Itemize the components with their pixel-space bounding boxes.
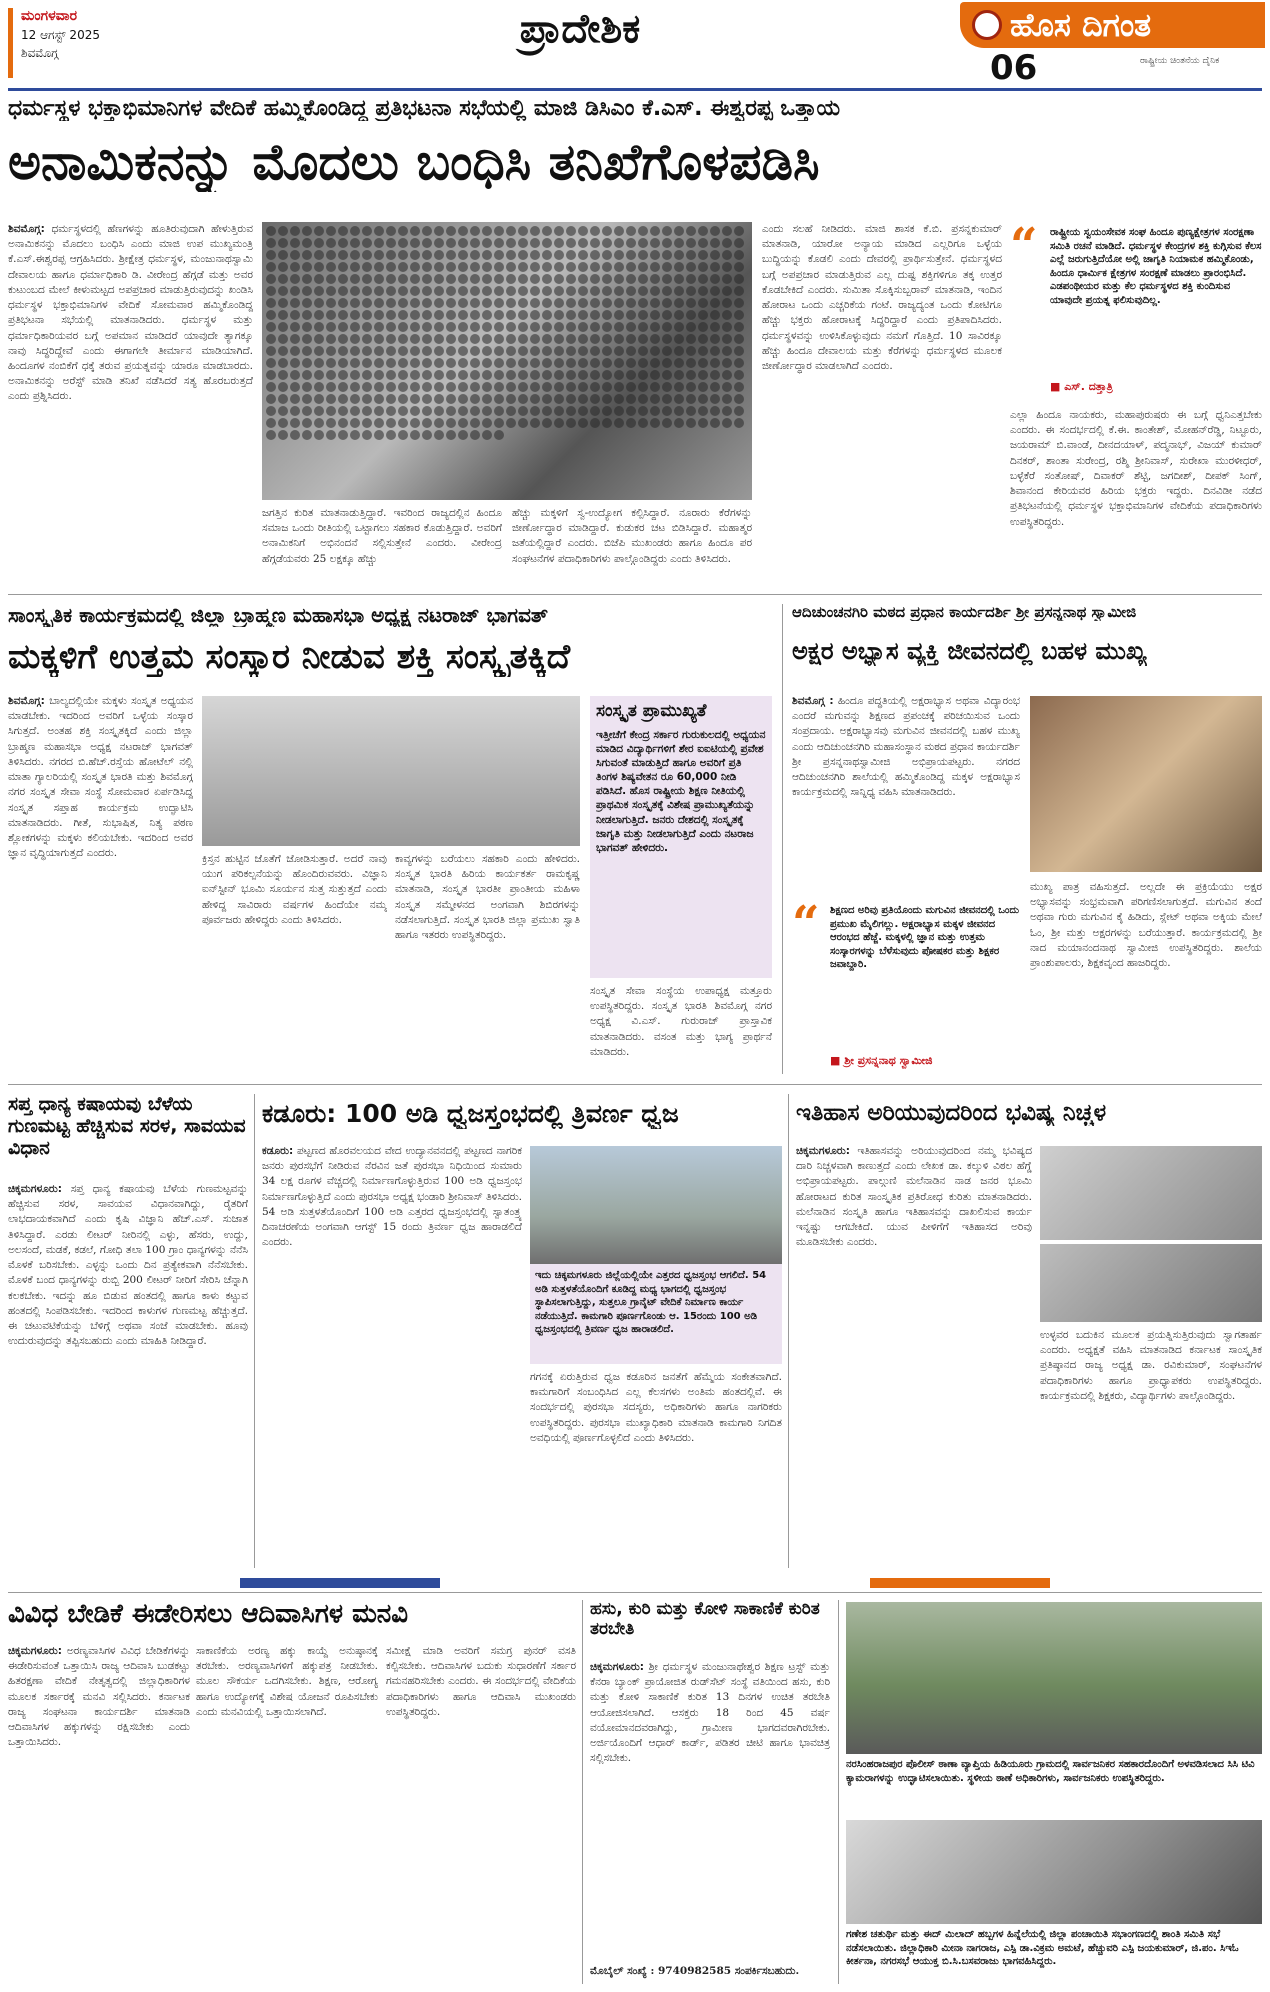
divider [8,1084,1262,1085]
color-band-blue [240,1578,440,1588]
story5-byline: ಕಡೂರು: [262,1145,294,1157]
story10-photo [846,1820,1262,1924]
lead-kicker: ಧರ್ಮಸ್ಥಳ ಭಕ್ತಾಭಿಮಾನಿಗಳ ವೇದಿಕೆ ಹಮ್ಮಿಕೊಂಡಿದ್ದ ಪ್ರತಿಭಟನಾ ಸಭೆಯಲ್ಲಿ ಮಾಜಿ ಡಿಸಿಎಂ ಕೆ.ಎಸ್. ಈಶ್ವರಪ್ಪ ಒತ್ತಾಯ [8,96,841,121]
story8-headline: ಹಸು, ಕುರಿ ಮತ್ತು ಕೋಳಿ ಸಾಕಾಣಿಕೆ ಕುರಿತ ತರಬೇತಿ [590,1600,820,1639]
story5-caption-box [530,1264,782,1364]
day-label: ಮಂಗಳವಾರ [21,8,78,24]
divider [8,1592,1262,1593]
story8-byline: ಚಿಕ್ಕಮಗಳೂರು: [590,1661,644,1673]
story2-col1 [8,694,193,1074]
city-label: ಶಿವಮೊಗ್ಗ [21,46,59,60]
story10-caption: ಗಣೇಶ ಚತುರ್ಥಿ ಮತ್ತು ಈದ್ ಮಿಲಾದ್ ಹಬ್ಬಗಳ ಹಿನ್ನೆಲೆಯಲ್ಲಿ ಜಿಲ್ಲಾ ಪಂಚಾಯಿತಿ ಸಭಾಂಗಣದಲ್ಲಿ ಶಾಂತಿ ಸಮಿತಿ ಸಭೆ ನಡೆಸಲಾಯಿತು. ಜಿಲ್ಲಾಧಿಕಾರಿ ಮೀನಾ ನಾಗರಾಜ, ಎಸ್ಪಿ ಡಾ.ವಿಕ್ರಮ ಅಮಟೆ, ಹೆಚ್ಚುವರಿ ಎಸ್ಪಿ ಜಯಕುಮಾರ್, ಜಿ.ಪಂ. ಸಿಇಓ ಕೀರ್ತನಾ, ನಗರಸಭೆ ಆಯುಕ್ತ ಬಿ.ಸಿ.ಬಸವರಾಜು ಭಾಗವಹಿಸಿದ್ದರು. [846,1929,1239,1967]
lead-text1: ಧರ್ಮಸ್ಥಳದಲ್ಲಿ ಹೆಣಗಳನ್ನು ಹೂತಿರುವುದಾಗಿ ಹೇಳುತ್ತಿರುವ ಅನಾಮಿಕನನ್ನು ಮೊದಲು ಬಂಧಿಸಿ ಎಂದು ಮಾಜಿ ಉಪ ಮುಖ್ಯಮಂತ್ರಿ ಕೆ.ಎಸ್.ಈಶ್ವರಪ್ಪ ಆಗ್ರಹಿಸಿದರು. ಶ್ರೀಕ್ಷೇತ್ರ ಧರ್ಮಸ್ಥಳ, ಮಂಜುನಾಥಸ್ವಾಮಿ ದೇವಾಲಯ ಹಾಗೂ ಧರ್ಮಾಧಿಕಾರಿ ಡಿ. ವೀರೇಂದ್ರ ಹೆಗ್ಗಡೆ ಮತ್ತು ಅವರ ಕುಟುಂಬದ ಮೇಲೆ ಕೀಳುಮಟ್ಟದ ಅಪಪ್ರಚಾರ ಮಾಡುತ್ತಿರುವುದನ್ನು ಖಂಡಿಸಿ ಧರ್ಮಸ್ಥಳ ಭಕ್ತಾಭಿಮಾನಿಗಳ ವೇದಿಕೆ ಸೋಮವಾರ ಹಮ್ಮಿಕೊಂಡಿದ್ದ ಪ್ರತಿಭಟನಾ ಸಭೆಯಲ್ಲಿ ಮಾತನಾಡಿದರು. ಧರ್ಮಸ್ಥಳ ಮತ್ತು ಧರ್ಮಾಧಿಕಾರಿಯವರ ಬಗ್ಗೆ ಅಪಮಾನ ಮಾಡಿದರೆ ಯಾವುದೇ ತ್ಯಾಗಕ್ಕೂ ನಾವು ಸಿದ್ಧರಿದ್ದೇವೆ ಎಂದು ಈಗಾಗಲೇ ತೀರ್ಮಾನ ಮಾಡಿಯಾಗಿದೆ. ಹಿಂದೂಗಳ ನಂಬಿಕೆಗೆ ಧಕ್ಕೆ ತರುವ ಪ್ರಯತ್ನವನ್ನು ಯಾರೂ ಮಾಡಬಾರದು. ಅನಾಮಿಕನನ್ನು ಅರೆಸ್ಟ್ ಮಾಡಿ ತನಿಖೆ ನಡೆಸಿದರೆ ಸತ್ಯ ಹೊರಬರುತ್ತದೆ ಎಂದು ಪ್ರಶ್ನಿಸಿದರು. [8,223,253,403]
story3-col1 [792,694,1020,894]
story5-headline: ಕಡೂರು: 100 ಅಡಿ ಧ್ವಜಸ್ತಂಭದಲ್ಲಿ ತ್ರಿವರ್ಣ ಧ್ವಜ [262,1100,679,1128]
lead-quote: ರಾಷ್ಟ್ರೀಯ ಸ್ವಯಂಸೇವಕ ಸಂಘ ಹಿಂದೂ ಪುಣ್ಯಕ್ಷೇತ್ರಗಳ ಸಂರಕ್ಷಣಾ ಸಮಿತಿ ರಚನೆ ಮಾಡಿದೆ. ಧರ್ಮಸ್ಥಳ ಕೇಂದ್ರಗಳ ಶಕ್ತಿ ಕುಗ್ಗಿಸುವ ಕೆಲಸ ಎಲ್ಲೆ ಜರುಗುತ್ತಿದೆಯೋ ಅಲ್ಲಿ ಜಾಗೃತಿ ನಿಯಾಮಕ ಹಮ್ಮಿಕೊಂಡು, ಹಿಂದೂ ಧಾರ್ಮಿಕ ಕ್ಷೇತ್ರಗಳ ಸಂರಕ್ಷಣೆ ಮಾಡಲು ಪ್ರಾರಂಭಿಸಿದೆ. ಎಡಪಂಥೀಯರ ಮತ್ತು ಕೆಲ ಧರ್ಮಸ್ಥಳದ ಶಕ್ತಿ ಕುಂದಿಸುವ ಯಾವುದೇ ಪ್ರಯತ್ನ ಫಲಿಸುವುದಿಲ್ಲ. [1050,227,1262,306]
story5-caption: ಇದು ಚಿಕ್ಕಮಗಳೂರು ಜಿಲ್ಲೆಯಲ್ಲಿಯೇ ಎತ್ತರದ ಧ್ವಜಸ್ತಂಭ ಆಗಲಿದೆ. 54 ಅಡಿ ಸುತ್ತಳತೆಯೊಂದಿಗೆ ಕೂಡಿದ್ದ ಮಧ್ಯ ಭಾಗದಲ್ಲಿ ಧ್ವಜಸ್ತಂಭ ಸ್ಥಾಪಿಸಲಾಗುತ್ತಿದ್ದು, ಸುತ್ತಲೂ ಗ್ರಾನೈಟ್ ವೇದಿಕೆ ನಿರ್ಮಾಣ ಕಾರ್ಯ ನಡೆಯುತ್ತಿದೆ. ಕಾಮಗಾರಿ ಪೂರ್ಣಗೊಂಡು ಆ. 15ರಂದು 100 ಅಡಿ ಧ್ವಜಸ್ತಂಭದಲ್ಲಿ ತ್ರಿವರ್ಣ ಧ್ವಜ ಹಾರಾಡಲಿದೆ. [535,1270,767,1335]
story6-photo-2 [1040,1244,1262,1322]
story3-quote: ಶಿಕ್ಷಣದ ಅರಿವು ಪ್ರತಿಯೊಂದು ಮಗುವಿನ ಜೀವನದಲ್ಲಿ ಒಂದು ಪ್ರಮುಖ ಮೈಲಿಗಲ್ಲು. ಅಕ್ಷರಾಭ್ಯಾಸ ಮಕ್ಕಳ ಜೀವನದ ಆರಂಭದ ಹೆಜ್ಜೆ. ಮಕ್ಕಳಲ್ಲಿ ಜ್ಞಾನ ಮತ್ತು ಉತ್ತಮ ಸಂಸ್ಕಾರಗಳನ್ನು ಬೆಳೆಸುವುದು ಪೋಷಕರ ಮತ್ತು ಶಿಕ್ಷಕರ ಜವಾಬ್ದಾರಿ. [830,905,1020,970]
lead-byline: ಶಿವಮೊಗ್ಗ: [8,223,45,235]
story9-caption: ನರಸಿಂಹರಾಜಪುರ ಪೊಲೀಸ್ ಠಾಣಾ ವ್ಯಾಪ್ತಿಯ ಹಿಡಿಯೂರು ಗ್ರಾಮದಲ್ಲಿ ಸಾರ್ವಜನಿಕರ ಸಹಕಾರದೊಂದಿಗೆ ಅಳವಡಿಸಲಾದ ಸಿಸಿ ಟಿವಿ ಕ್ಯಾಮರಾಗಳನ್ನು ಉದ್ಘಾಟಿಸಲಾಯಿತು. ಸ್ಥಳೀಯ ಠಾಣೆ ಅಧಿಕಾರಿಗಳು, ಸಾರ್ವಜನಿಕರು ಉಪಸ್ಥಿತರಿದ್ದರು. [846,1759,1255,1784]
section-title: ಪ್ರಾದೇಶಿಕ [519,6,641,52]
story3-kicker: ಆದಿಚುಂಚನಗಿರಿ ಮಠದ ಪ್ರಧಾನ ಕಾರ್ಯದರ್ಶಿ ಶ್ರೀ ಪ್ರಸನ್ನನಾಥ ಸ್ವಾಮೀಜಿ [792,604,1137,621]
story6-col1 [796,1144,1032,1568]
color-band-orange [870,1578,1050,1588]
story4-headline: ಸಪ್ತ ಧಾನ್ಯ ಕಷಾಯವು ಬೆಳೆಯ ಗುಣಮಟ್ಟ ಹೆಚ್ಚಿಸುವ ಸರಳ, ಸಾವಯವ ವಿಧಾನ [8,1094,246,1159]
brand-name: ಹೊಸ ದಿಗಂತ [1010,6,1152,44]
story8-body [590,1660,830,1960]
story2-col3: ಕಾವ್ಯಗಳನ್ನು ಬರೆಯಲು ಸಹಕಾರಿ ಎಂದು ಹೇಳಿದರು. ಸಂಸ್ಕೃತ ಭಾರತಿ ಹಿರಿಯ ಕಾರ್ಯಕರ್ತ ರಾಮಕೃಷ್ಣ ಮಾತನಾಡಿ, ಸಂಸ್ಕೃತ ಭಾರತೀ ಪ್ರಾಂತೀಯ ಮಹಿಳಾ ಸಂಸ್ಕೃತ ಸಮ್ಮೇಳನದ ಅಂಗವಾಗಿ ಶಿಬಿರಗಳನ್ನು ನಡೆಸಲಾಗುತ್ತಿದೆ. ಸಂಸ್ಕೃತ ಭಾರತಿ ಜಿಲ್ಲಾ ಪ್ರಮುಖ ಸ್ವಾತಿ ಹಾಗೂ ಇತರರು ಉಪಸ್ಥಿತರಿದ್ದರು. [395,853,580,942]
story6-photo-1 [1040,1146,1262,1240]
story3-quote-box [792,896,1020,1074]
story4-byline: ಚಿಕ್ಕಮಗಳೂರು: [8,1183,62,1195]
brand-block [960,2,1265,86]
brand-logo-icon [972,10,1002,40]
lead-photo [262,222,752,500]
divider [254,1094,255,1568]
story6-text: ಇತಿಹಾಸವನ್ನು ಅರಿಯುವುದರಿಂದ ನಮ್ಮ ಭವಿಷ್ಯದ ದಾರಿ ನಿಚ್ಚಳವಾಗಿ ಕಾಣುತ್ತದೆ ಎಂದು ಲೇಖಕ ಡಾ. ಕಲ್ಕುಳಿ ವಿಠಲ ಹೆಗ್ಡೆ ಅಭಿಪ್ರಾಯಪಟ್ಟರು. ಪಾಲ್ಗುಣಿ ಮಲೆನಾಡಿನ ನಾಡ ಜನರ ಭೂಮಿ ಹೋರಾಟದ ಕುರಿತ ಸಾಂಸ್ಕೃತಿಕ ಪ್ರತಿರೋಧ ಕುರಿತು ಮಾತನಾಡಿದರು. ಮಲೆನಾಡಿನ ಸಂಸ್ಕೃತಿ ಹಾಗೂ ಇತಿಹಾಸವನ್ನು ದಾಖಲಿಸುವ ಕಾರ್ಯ ಇನ್ನಷ್ಟು ಆಗಬೇಕಿದೆ. ಯುವ ಪೀಳಿಗೆಗೆ ಇತಿಹಾಸದ ಅರಿವು ಮೂಡಿಸಬೇಕು ಎಂದರು. [796,1145,1032,1249]
story2-col4: ಸಂಸ್ಕೃತ ಸೇವಾ ಸಂಸ್ಥೆಯ ಉಪಾಧ್ಯಕ್ಷ ಮತ್ತೂರು ಉಪಸ್ಥಿತರಿದ್ದರು. ಸಂಸ್ಕೃತ ಭಾರತಿ ಶಿವಮೊಗ್ಗ ನಗರ ಅಧ್ಯಕ್ಷ ವಿ.ಎಸ್. ಗುರುರಾಜ್ ಪ್ರಾಸ್ತಾವಿಕ ಮಾತನಾಡಿದರು. ವಸಂತ ಮತ್ತು ಭಾಗ್ಯ ಪ್ರಾರ್ಥನೆ ಮಾಡಿದರು. [590,985,772,1058]
story3-quote-author: ■ ಶ್ರೀ ಪ್ರಸನ್ನನಾಥ ಸ್ವಾಮೀಜಿ [830,1054,933,1067]
story4-text: ಸಪ್ತ ಧಾನ್ಯ ಕಷಾಯವು ಬೆಳೆಯ ಗುಣಮಟ್ಟವನ್ನು ಹೆಚ್ಚಿಸುವ ಸರಳ, ಸಾವಯವ ವಿಧಾನವಾಗಿದ್ದು, ರೈತರಿಗೆ ಲಾಭದಾಯಕವಾಗಿದೆ ಎಂದು ಕೃಷಿ ವಿಜ್ಞಾನಿ ಹೆಚ್.ಎಸ್. ಸುಜಾತ ತಿಳಿಸಿದ್ದಾರೆ. ಎರಡು ಲೀಟರ್ ನೀರಿನಲ್ಲಿ ಎಳ್ಳು, ಹೆಸರು, ಉದ್ದು, ಅಲಸಂದೆ, ಮಡಕೆ, ಕಡಲೆ, ಗೋಧಿ ತಲಾ 100 ಗ್ರಾಂ ಧಾನ್ಯಗಳನ್ನು ನೆನೆಸಿ ಮೊಳಕೆ ಬರಿಸಬೇಕು. ಎಳ್ಳನ್ನು ಒಂದು ದಿನ ಪ್ರತ್ಯೇಕವಾಗಿ ನೆನೆಸಬೇಕು. ಮೊಳಕೆ ಬಂದ ಧಾನ್ಯಗಳನ್ನು ರುಬ್ಬಿ 200 ಲೀಟರ್ ನೀರಿಗೆ ಸೇರಿಸಿ ಚೆನ್ನಾಗಿ ಕಲಕಬೇಕು. ಇದನ್ನು ಹೂ ಬಿಡುವ ಹಂತದಲ್ಲಿ ಹಾಗೂ ಕಾಳು ಕಟ್ಟುವ ಹಂತದಲ್ಲಿ ಸಿಂಪಡಿಸಬೇಕು. ಇದರಿಂದ ಕಾಳುಗಳ ಗುಣಮಟ್ಟ ಹೆಚ್ಚುತ್ತದೆ. ಈ ಚಟುವಟಿಕೆಯನ್ನು ಬೆಳಿಗ್ಗೆ ಅಥವಾ ಸಂಜೆ ಮಾಡಬೇಕು. ಹೂವು ಉದುರುವುದನ್ನು ತಪ್ಪಿಸಬಹುದು ಎಂದು ಮಾಹಿತಿ ನೀಡಿದ್ದಾರೆ. [8,1183,248,1348]
story4-body [8,1182,248,1568]
lead-col1 [8,222,253,584]
masthead-rule [8,88,1262,91]
story3-headline: ಅಕ್ಷರ ಅಭ್ಯಾಸ ವ್ಯಕ್ತಿ ಜೀವನದಲ್ಲಿ ಬಹಳ ಮುಖ್ಯ [792,638,1147,665]
date-block [8,8,158,78]
story6-byline: ಚಿಕ್ಕಮಗಳೂರು: [796,1145,850,1157]
lead-col4: ಎಲ್ಲಾ ಹಿಂದೂ ನಾಯಕರು, ಮಹಾಪುರುಷರು ಈ ಬಗ್ಗೆ ಧ್ವನಿಎತ್ತಬೇಕು ಎಂದರು. ಈ ಸಂದರ್ಭದಲ್ಲಿ ಕೆ.ಈ. ಕಾಂತೇಶ್, ಮೋಹನ್‌ರೆಡ್ಡಿ, ನಿಟ್ಟೂರು, ಜಯರಾಮ್ ಬಿ.ವಾಂಡೆ, ದೀನದಯಾಳ್, ಪದ್ಮನಾಭ್, ವಿಜಯ್ ಕುಮಾರ್ ದಿನಕರ್, ಶಾಂತಾ ಸುರೇಂದ್ರ, ರಶ್ಮಿ ಶ್ರೀನಿವಾಸ್, ಸುರೇಖಾ ಮುರಳೀಧರ್, ಬಳ್ಳೆಕೆರೆ ಸಂತೋಷ್, ದಿವಾಕರ್ ಶೆಟ್ಟಿ, ಜಗದೀಶ್, ದೀಪಕ್ ಸಿಂಗ್, ಶಿವಾನಂದ ಕೇರಿಯವರ ಹಿರಿಯ ಭಕ್ತರು ಇದ್ದರು. ದಿನವಿಡೀ ನಡೆದ ಪ್ರತಿಭಟನೆಯಲ್ಲಿ ಧರ್ಮಸ್ಥಳ ಭಕ್ತಾಭಿಮಾನಿಗಳ ವೇದಿಕೆಯ ಪದಾಧಿಕಾರಿಗಳು ಉಪಸ್ಥಿತರಿದ್ದರು. [1010,409,1262,528]
story5-col1 [262,1144,522,1568]
story2-text1: ಬಾಲ್ಯದಲ್ಲಿಯೇ ಮಕ್ಕಳು ಸಂಸ್ಕೃತ ಅಧ್ಯಯನ ಮಾಡಬೇಕು. ಇದರಿಂದ ಅವರಿಗೆ ಒಳ್ಳೆಯ ಸಂಸ್ಕಾರ ಸಿಗುತ್ತದೆ. ಅಂತಹ ಶಕ್ತಿ ಸಂಸ್ಕೃತಕ್ಕಿದೆ ಎಂದು ಜಿಲ್ಲಾ ಬ್ರಾಹ್ಮಣ ಮಹಾಸಭಾ ಅಧ್ಯಕ್ಷ ನಟರಾಜ್ ಭಾಗವತ್ ತಿಳಿಸಿದರು. ನಗರದ ಬಿ.ಹೆಚ್.ರಸ್ತೆಯ ಹೋಟೆಲ್ ನಲ್ಲಿ ಮಾತಾ ಗ್ಯಾಲರಿಯಲ್ಲಿ ಸಂಸ್ಕೃತ ಭಾರತಿ ಮತ್ತು ಶಿವಮೊಗ್ಗ ನಗರ ಸಂಸ್ಕೃತ ಸೇವಾ ಸಂಸ್ಥೆ ಸೋಮವಾರ ಏರ್ಪಡಿಸಿದ್ದ ಸಂಸ್ಕೃತ ಸಪ್ತಾಹ ಕಾರ್ಯಕ್ರಮ ಉದ್ಘಾಟಿಸಿ ಮಾತನಾಡಿದರು. ಗೀತೆ, ಸುಭಾಷಿತ, ನಿತ್ಯ ಪಠಣ ಶ್ಲೋಕಗಳನ್ನು ಮಕ್ಕಳು ಕಲಿಯಬೇಕು. ಇದರಿಂದ ಅವರ ಜ್ಞಾನ ವೃದ್ಧಿಯಾಗುತ್ತದೆ ಎಂದರು. [8,695,193,860]
story3-photo [1030,696,1262,872]
story9-photo [846,1602,1262,1754]
story2-kicker: ಸಾಂಸ್ಕೃತಿಕ ಕಾರ್ಯಕ್ರಮದಲ್ಲಿ ಜಿಲ್ಲಾ ಬ್ರಾಹ್ಮಣ ಮಹಾಸಭಾ ಅಧ್ಯಕ್ಷ ನಟರಾಜ್ ಭಾಗವತ್ [8,604,548,627]
story2-infobox [590,696,772,978]
date-label: 12 ಆಗಸ್ಟ್ 2025 [21,28,100,42]
story8-text: ಶ್ರೀ ಧರ್ಮಸ್ಥಳ ಮಂಜುನಾಥೇಶ್ವರ ಶಿಕ್ಷಣ ಟ್ರಸ್ಟ್ ಮತ್ತು ಕೆನರಾ ಬ್ಯಾಂಕ್ ಪ್ರಾಯೋಜಿತ ರುಡ್‌ಸೆಟ್ ಸಂಸ್ಥೆ ವತಿಯಿಂದ ಹಸು, ಕುರಿ ಮತ್ತು ಕೋಳಿ ಸಾಕಾಣಿಕೆ ಕುರಿತ 13 ದಿನಗಳ ಉಚಿತ ತರಬೇತಿ ಆಯೋಜಿಸಲಾಗಿದೆ. ಆಸಕ್ತರು 18 ರಿಂದ 45 ವರ್ಷ ವಯೋಮಾನದವರಾಗಿದ್ದು, ಗ್ರಾಮೀಣ ಭಾಗದವರಾಗಿರಬೇಕು. ಅರ್ಜಿಯೊಂದಿಗೆ ಆಧಾರ್ ಕಾರ್ಡ್, ಪಡಿತರ ಚೀಟಿ ಹಾಗೂ ಭಾವಚಿತ್ರ ಸಲ್ಲಿಸಬೇಕು. [590,1661,830,1765]
lead-quote-author: ■ ಎಸ್. ದತ್ತಾತ್ರಿ [1050,380,1113,393]
lead-col3: ಎಂದು ಸಲಹೆ ನೀಡಿದರು. ಮಾಜಿ ಶಾಸಕ ಕೆ.ಬಿ. ಪ್ರಸನ್ನಕುಮಾರ್ ಮಾತನಾಡಿ, ಯಾರೋ ಅನ್ಯಾಯ ಮಾಡಿದ ಎಲ್ಲರಿಗೂ ಒಳ್ಳೆಯ ಬುದ್ಧಿಯನ್ನು ಕೊಡಲಿ ಎಂದು ದೇವರಲ್ಲಿ ಪ್ರಾರ್ಥಿಸುತ್ತೇನೆ. ಧರ್ಮಸ್ಥಳದ ಬಗ್ಗೆ ಅಪಪ್ರಚಾರ ಮಾಡುತ್ತಿರುವ ಎಲ್ಲ ದುಷ್ಟ ಶಕ್ತಿಗಳಿಗೂ ತಕ್ಕ ಉತ್ತರ ಕೊಡಬೇಕಿದೆ ಎಂದರು. ಸುಮಿತಾ ಸೊಕ್ಕಿಸುಬ್ಬರಾವ್ ಮಾತನಾಡಿ, ಇಂದಿನ ಹೋರಾಟ ಒಂದು ಎಚ್ಚರಿಕೆಯ ಗಂಟೆ. ರಾಜ್ಯದ್ಯಂತ ಒಂದು ಕೋಟಿಗೂ ಹೆಚ್ಚು ಭಕ್ತರು ಹೋರಾಟಕ್ಕೆ ಸಿದ್ಧರಿದ್ದಾರೆ ಎಂದು ಪ್ರತಿಪಾದಿಸಿದರು. ಧರ್ಮಸ್ಥಳವನ್ನು ಉಳಿಸಿಕೊಳ್ಳುವುದು ನಮಗೆ ಗೊತ್ತಿದೆ. 10 ಸಾವಿರಕ್ಕೂ ಹೆಚ್ಚು ಹಿಂದೂ ದೇವಾಲಯ ಮತ್ತು ಕೆರೆಗಳನ್ನು ಧರ್ಮಸ್ಥಳದ ಮೂಲಕ ಜೀರ್ಣೋದ್ಧಾರ ಮಾಡಲಾಗಿದೆ ಎಂದರು. [762,223,1002,372]
story2-box-text: ಇತ್ತೀಚೆಗೆ ಕೇಂದ್ರ ಸರ್ಕಾರ ಗುರುಕುಲದಲ್ಲಿ ಅಧ್ಯಯನ ಮಾಡಿದ ವಿದ್ಯಾರ್ಥಿಗಳಿಗೆ ಶೇರ ಐಐಟಿಯಲ್ಲಿ ಪ್ರವೇಶ ಸಿಗುವಂತೆ ಮಾಡುತ್ತಿದೆ ಹಾಗೂ ಅವರಿಗೆ ಪ್ರತಿ ತಿಂಗಳ ಶಿಷ್ಯವೇತನ ರೂ 60,000 ನೀಡಿ ಪಡಿಸಿದೆ. ಹೊಸ ರಾಷ್ಟ್ರೀಯ ಶಿಕ್ಷಣ ನೀತಿಯಲ್ಲಿ ಪ್ರಾಥಮಿಕ ಸಂಸ್ಕೃತಕ್ಕೆ ವಿಶೇಷ ಪ್ರಾಮುಖ್ಯತೆಯನ್ನು ನೀಡಲಾಗುತ್ತಿದೆ. ಜನರು ದೇಶದಲ್ಲಿ ಸಂಸ್ಕೃತಕ್ಕೆ ಜಾಗೃತಿ ಮತ್ತು ನೀಡಲಾಗುತ್ತಿದೆ ಎಂದು ನಟರಾಜ ಭಾಗವತ್ ಹೇಳಿದರು. [596,728,766,854]
page-number: 06 [990,48,1038,88]
story7-text1: ಅರಣ್ಯವಾಸಿಗಳ ವಿವಿಧ ಬೇಡಿಕೆಗಳನ್ನು ಈಡೇರಿಸುವಂತೆ ಒತ್ತಾಯಿಸಿ ರಾಜ್ಯ ಆದಿವಾಸಿ ಬುಡಕಟ್ಟು ಹಿತರಕ್ಷಣಾ ವೇದಿಕೆ ನೇತೃತ್ವದಲ್ಲಿ ಜಿಲ್ಲಾಧಿಕಾರಿಗಳ ಮೂಲಕ ಸರ್ಕಾರಕ್ಕೆ ಮನವಿ ಸಲ್ಲಿಸಿದರು. ಕರ್ನಾಟಕ ರಾಜ್ಯ ಸಂಘಟನಾ ಕಾರ್ಯದರ್ಶಿ ಮಾತನಾಡಿ ಆದಿವಾಸಿಗಳ ಹಕ್ಕುಗಳನ್ನು ರಕ್ಷಿಸಬೇಕು ಎಂದು ಒತ್ತಾಯಿಸಿದರು. [8,1645,190,1749]
divider [788,1094,789,1568]
divider [582,1600,583,1984]
story7-headline: ವಿವಿಧ ಬೇಡಿಕೆ ಈಡೇರಿಸಲು ಆದಿವಾಸಿಗಳ ಮನವಿ [8,1600,409,1629]
story2-box-title: ಸಂಸ್ಕೃತ ಪ್ರಾಮುಖ್ಯತೆ [596,701,707,721]
story6-headline: ಇತಿಹಾಸ ಅರಿಯುವುದರಿಂದ ಭವಿಷ್ಯ ನಿಚ್ಚಳ [796,1100,1107,1126]
story8-contact: ಮೊಬೈಲ್ ಸಂಖ್ಯೆ : 9740982585 ಸಂಪರ್ಕಿಸಬಹುದು. [590,1965,800,1977]
story7-col1 [8,1644,190,1984]
story5-text1: ಪಟ್ಟಣದ ಹೊರವಲಯದ ವೇದ ಉದ್ಯಾನವನದಲ್ಲಿ ಪಟ್ಟಣದ ನಾಗರಿಕ ಜನರು ಪುರಸಭೆಗೆ ನೀಡಿರುವ ನೆರವಿನ ಜತೆ ಪುರಸಭಾ ನಿಧಿಯಿಂದ ಸುಮಾರು 34 ಲಕ್ಷ ರೂಗಳ ವೆಚ್ಚದಲ್ಲಿ ನಿರ್ಮಾಣಗೊಳ್ಳುತ್ತಿರುವ 100 ಅಡಿ ಧ್ವಜಸ್ತಂಭ ನಿರ್ಮಾಣಗೊಳ್ಳುತ್ತಿದೆ ಎಂದು ಪುರಸಭಾ ಅಧ್ಯಕ್ಷ ಭಂಡಾರಿ ಶ್ರೀನಿವಾಸ್ ತಿಳಿಸಿದರು. 54 ಅಡಿ ಸುತ್ತಳತೆಯೊಂದಿಗೆ 100 ಅಡಿ ಎತ್ತರದ ಧ್ವಜಸ್ತಂಭದಲ್ಲಿ ಸ್ವಾತಂತ್ರ್ಯ ದಿನಾಚರಣೆಯ ಅಂಗವಾಗಿ ಆಗಸ್ಟ್ 15 ರಂದು ತ್ರಿವರ್ಣ ಧ್ವಜ ಹಾರಾಡಲಿದೆ ಎಂದರು. [262,1145,522,1249]
story3-text1: ಹಿಂದೂ ಪದ್ಧತಿಯಲ್ಲಿ ಅಕ್ಷರಾಭ್ಯಾಸ ಅಥವಾ ವಿದ್ಯಾರಂಭ ಎಂದರೆ ಮಗುವನ್ನು ಶಿಕ್ಷಣದ ಪ್ರಪಂಚಕ್ಕೆ ಪರಿಚಯಿಸುವ ಒಂದು ಸಂಪ್ರದಾಯ. ಅಕ್ಷರಾಭ್ಯಾಸವು ಮಗುವಿನ ಜೀವನದಲ್ಲಿ ಬಹಳ ಮುಖ್ಯ ಎಂದು ಆದಿಚುಂಚನಗಿರಿ ಮಹಾಸಂಸ್ಥಾನ ಮಠದ ಪ್ರಧಾನ ಕಾರ್ಯದರ್ಶಿ ಶ್ರೀ ಪ್ರಸನ್ನನಾಥಸ್ವಾಮೀಜಿ ಅಭಿಪ್ರಾಯಪಟ್ಟರು. ನಗರದ ಆದಿಚುಂಚನಗಿರಿ ಶಾಲೆಯಲ್ಲಿ ಹಮ್ಮಿಕೊಂಡಿದ್ದ ಮಕ್ಕಳ ಅಕ್ಷರಾಭ್ಯಾಸ ಕಾರ್ಯಕ್ರಮದಲ್ಲಿ ಸಾನ್ನಿಧ್ಯ ವಹಿಸಿ ಮಾತನಾಡಿದರು. [792,695,1020,799]
lead-caption-right: ಹೆಚ್ಚು ಮಕ್ಕಳಿಗೆ ಸ್ವ-ಉದ್ಯೋಗ ಕಲ್ಪಿಸಿದ್ದಾರೆ. ನೂರಾರು ಕೆರೆಗಳನ್ನು ಜೀರ್ಣೋದ್ಧಾರ ಮಾಡಿದ್ದಾರೆ. ಕುಡುಕರ ಚಟ ಬಿಡಿಸಿದ್ದಾರೆ. ಮಹಾತ್ಮರ ಜತೆಯಲ್ಲಿದ್ದಾರೆ ಎಂದರು. ಬಿಜೆಪಿ ಮುಖಂಡರು ಹಾಗೂ ಹಿಂದೂ ಪರ ಸಂಘಟನೆಗಳ ಪದಾಧಿಕಾರಿಗಳು ಪಾಲ್ಗೊಂಡಿದ್ದರು ಎಂದು ತಿಳಿಸಿದರು. [512,507,752,565]
story5-photo [530,1146,782,1264]
story2-byline: ಶಿವಮೊಗ್ಗ: [8,695,45,707]
lead-quote-box [1010,218,1262,402]
story2-headline: ಮಕ್ಕಳಿಗೆ ಉತ್ತಮ ಸಂಸ್ಕಾರ ನೀಡುವ ಶಕ್ತಿ ಸಂಸ್ಕೃತಕ್ಕಿದೆ [8,638,571,677]
crowd-image [262,222,752,444]
story2-col2: ಕ್ರಿಸ್ತನ ಹುಟ್ಟಿನ ಜೊತೆಗೆ ಜೋಡಿಸುತ್ತಾರೆ. ಅದರೆ ನಾವು ಯುಗ ಪರಿಕಲ್ಪನೆಯನ್ನು ಹೊಂದಿರುವವರು. ವಿಜ್ಞಾನಿ ಐನ್‌ಸ್ಟೀನ್ ಭೂಮಿ ಸೂರ್ಯನ ಸುತ್ತ ಸುತ್ತುತ್ತದೆ ಎಂದು ಹೇಳಿದ್ದ ಸಾವಿರಾರು ವರ್ಷಗಳ ಹಿಂದೆಯೇ ನಮ್ಮ ಪೂರ್ವಜರು ಹೇಳಿದ್ದರು ಎಂದು ತಿಳಿಸಿದರು. [202,853,387,926]
divider [8,594,1262,595]
brand-tagline: ರಾಷ್ಟ್ರೀಯ ಚಿಂತನೆಯ ದೈನಿಕ [1140,56,1220,66]
divider [838,1600,839,1984]
story6-col2: ಉಳ್ಳವರ ಬದುಕಿನ ಮೂಲಕ ಪ್ರಯತ್ನಿಸುತ್ತಿರುವುದು ಸ್ವಾಗತಾರ್ಹ ಎಂದರು. ಅಧ್ಯಕ್ಷತೆ ವಹಿಸಿ ಮಾತನಾಡಿದ ಕರ್ನಾಟಕ ಸಾಂಸ್ಕೃತಿಕ ಪ್ರತಿಷ್ಠಾನದ ರಾಜ್ಯ ಅಧ್ಯಕ್ಷ ಡಾ. ರವಿಕುಮಾರ್, ಸಂಘಟನೆಗಳ ಪದಾಧಿಕಾರಿಗಳು ಹಾಗೂ ಪ್ರಾಧ್ಯಾಪಕರು ಉಪಸ್ಥಿತರಿದ್ದರು. ಕಾರ್ಯಕ್ರಮದಲ್ಲಿ ಶಿಕ್ಷಕರು, ವಿದ್ಯಾರ್ಥಿಗಳು ಪಾಲ್ಗೊಂಡಿದ್ದರು. [1040,1329,1262,1402]
story3-col2: ಮುಖ್ಯ ಪಾತ್ರ ವಹಿಸುತ್ತದೆ. ಅಲ್ಲದೇ ಈ ಪ್ರಕ್ರಿಯೆಯು ಅಕ್ಷರ ಅಭ್ಯಾಸವನ್ನು ಸಂಭ್ರಮವಾಗಿ ಪರಿಗಣಿಸಲಾಗುತ್ತದೆ. ಮಗುವಿನ ತಂದೆ ಅಥವಾ ಗುರು ಮಗುವಿನ ಕೈ ಹಿಡಿದು, ಸ್ಲೇಟ್ ಅಥವಾ ಅಕ್ಕಿಯ ಮೇಲೆ ಓಂ, ಶ್ರೀ ಮತ್ತು ಅಕ್ಷರಗಳನ್ನು ಬರೆಯುತ್ತಾರೆ. ಕಾರ್ಯಕ್ರಮದಲ್ಲಿ ಶ್ರೀ ನಾದ ಮಯಾನಂದನಾಥ ಸ್ವಾಮೀಜಿ ಉಪಸ್ಥಿತರಿದ್ದರು. ಶಾಲೆಯ ಪ್ರಾಂಶುಪಾಲರು, ಶಿಕ್ಷಕವೃಂದ ಹಾಜರಿದ್ದರು. [1030,881,1262,970]
lead-caption-left: ಜಗತ್ತಿನ ಕುರಿತ ಮಾತನಾಡುತ್ತಿದ್ದಾರೆ. ಇವರಿಂದ ರಾಜ್ಯದಲ್ಲಿನ ಹಿಂದೂ ಸಮಾಜ ಒಂದು ರೀತಿಯಲ್ಲಿ ಒಟ್ಟಾಗಲು ಸಹಕಾರ ಕೊಡುತ್ತಿದ್ದಾರೆ. ಅವರಿಗೆ ಅನಾಮಿಕನಿಗೆ ಅಭಿನಂದನೆ ಸಲ್ಲಿಸುತ್ತೇನೆ ಎಂದರು. ವೀರೇಂದ್ರ ಹೆಗ್ಗಡೆಯವರು 25 ಲಕ್ಷಕ್ಕೂ ಹೆಚ್ಚು [262,507,502,565]
quote-icon: “ [792,896,820,952]
story2-photo [202,696,580,846]
quote-icon: “ [1010,218,1038,274]
story7-byline: ಚಿಕ್ಕಮಗಳೂರು: [8,1645,62,1657]
divider [782,604,783,1074]
lead-headline: ಅನಾಮಿಕನನ್ನು ಮೊದಲು ಬಂಧಿಸಿ ತನಿಖೆಗೊಳಪಡಿಸಿ [8,134,820,191]
story7-col2: ಸಾಕಾಣಿಕೆಯ ಅರಣ್ಯ ಹಕ್ಕು ಕಾಯ್ದೆ ಅನುಷ್ಠಾನಕ್ಕೆ ತರಬೇಕು. ಅರಣ್ಯವಾಸಿಗಳಿಗೆ ಹಕ್ಕುಪತ್ರ ನೀಡಬೇಕು. ಮೂಲ ಸೌಕರ್ಯ ಒದಗಿಸಬೇಕು. ಶಿಕ್ಷಣ, ಆರೋಗ್ಯ ಹಾಗೂ ಉದ್ಯೋಗಕ್ಕೆ ವಿಶೇಷ ಯೋಜನೆ ರೂಪಿಸಬೇಕು ಎಂದು ಮನವಿಯಲ್ಲಿ ಒತ್ತಾಯಿಸಲಾಗಿದೆ. [196,1645,378,1718]
story3-byline: ಶಿವಮೊಗ್ಗ : [792,695,834,707]
story7-col3: ಸಮೀಕ್ಷೆ ಮಾಡಿ ಅವರಿಗೆ ಸಮಗ್ರ ಪುನರ್ ವಸತಿ ಕಲ್ಪಿಸಬೇಕು. ಆದಿವಾಸಿಗಳ ಬದುಕು ಸುಧಾರಣೆಗೆ ಸರ್ಕಾರ ಗಮನಹರಿಸಬೇಕು ಎಂದರು. ಈ ಸಂದರ್ಭದಲ್ಲಿ ವೇದಿಕೆಯ ಪದಾಧಿಕಾರಿಗಳು ಹಾಗೂ ಆದಿವಾಸಿ ಮುಖಂಡರು ಉಪಸ್ಥಿತರಿದ್ದರು. [386,1645,576,1718]
story5-col2: ಗಗನಕ್ಕೆ ಏರುತ್ತಿರುವ ಧ್ವಜ ಕಡೂರಿನ ಜನತೆಗೆ ಹೆಮ್ಮೆಯ ಸಂಕೇತವಾಗಿದೆ. ಕಾಮಗಾರಿಗೆ ಸಂಬಂಧಿಸಿದ ಎಲ್ಲ ಕೆಲಸಗಳು ಅಂತಿಮ ಹಂತದಲ್ಲಿವೆ. ಈ ಸಂದರ್ಭದಲ್ಲಿ ಪುರಸಭಾ ಸದಸ್ಯರು, ಅಧಿಕಾರಿಗಳು ಹಾಗೂ ನಾಗರಿಕರು ಉಪಸ್ಥಿತರಿದ್ದರು. ಪುರಸಭಾ ಮುಖ್ಯಾಧಿಕಾರಿ ಮಾತನಾಡಿ ಕಾಮಗಾರಿ ನಿಗದಿತ ಅವಧಿಯಲ್ಲಿ ಪೂರ್ಣಗೊಳ್ಳಲಿದೆ ಎಂದು ತಿಳಿಸಿದರು. [530,1371,782,1444]
